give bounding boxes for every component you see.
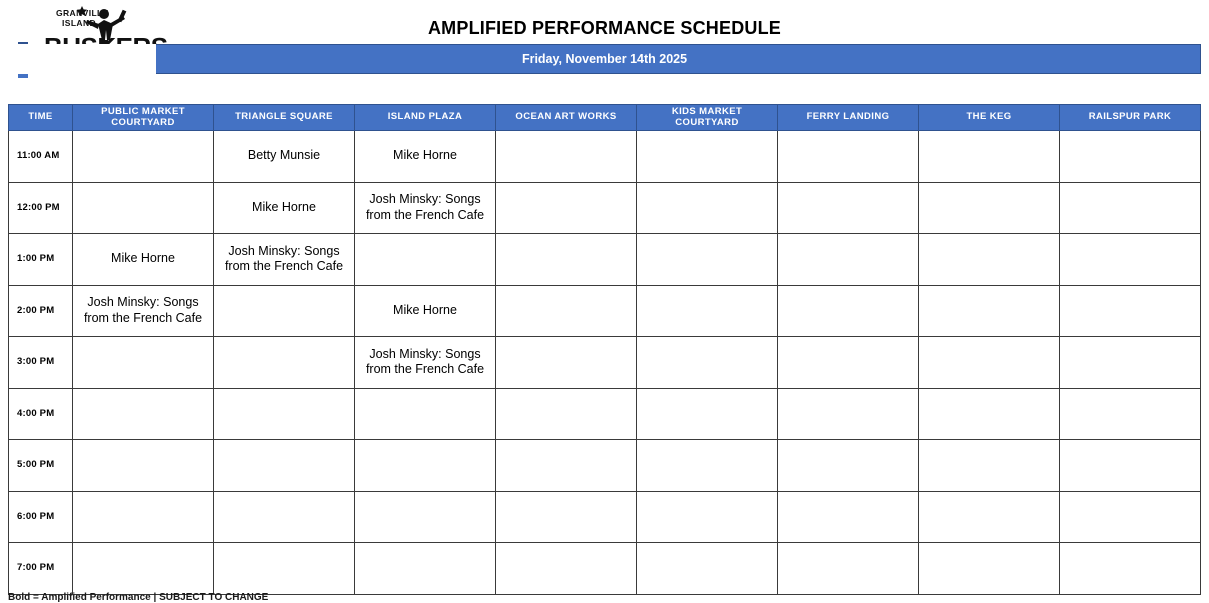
schedule-cell[interactable] <box>919 285 1060 337</box>
schedule-cell[interactable] <box>919 388 1060 440</box>
footnote: Bold = Amplified Performance | SUBJECT TO CHANGE <box>8 592 269 603</box>
schedule-table <box>8 104 1201 595</box>
time-label: 5:00 PM <box>9 440 73 492</box>
schedule-cell[interactable] <box>919 491 1060 543</box>
schedule-cell[interactable] <box>778 440 919 492</box>
schedule-cell[interactable] <box>496 543 637 595</box>
time-label: 6:00 PM <box>9 491 73 543</box>
schedule-cell[interactable] <box>778 388 919 440</box>
schedule-cell[interactable] <box>919 543 1060 595</box>
schedule-cell[interactable] <box>355 388 496 440</box>
schedule-cell[interactable] <box>496 337 637 389</box>
schedule-cell[interactable]: Mike Horne <box>355 285 496 337</box>
page-header <box>0 0 1209 96</box>
schedule-cell[interactable] <box>214 440 355 492</box>
table-header-row <box>9 105 1201 131</box>
schedule-cell[interactable] <box>73 131 214 183</box>
schedule-cell[interactable] <box>919 440 1060 492</box>
schedule-cell[interactable] <box>1060 337 1201 389</box>
schedule-cell[interactable] <box>73 491 214 543</box>
schedule-cell[interactable] <box>919 131 1060 183</box>
schedule-cell[interactable] <box>1060 440 1201 492</box>
schedule-table-container <box>8 104 1201 595</box>
schedule-cell[interactable]: Josh Minsky: Songs from the French Cafe <box>355 337 496 389</box>
schedule-cell[interactable] <box>1060 543 1201 595</box>
schedule-cell[interactable] <box>637 388 778 440</box>
schedule-cell[interactable] <box>919 182 1060 234</box>
time-label: 2:00 PM <box>9 285 73 337</box>
schedule-cell[interactable]: Mike Horne <box>355 131 496 183</box>
table-row <box>9 388 1201 440</box>
schedule-cell[interactable] <box>637 337 778 389</box>
schedule-cell[interactable] <box>778 182 919 234</box>
column-header-time: TIME <box>9 105 73 131</box>
table-row <box>9 234 1201 286</box>
schedule-cell[interactable] <box>778 285 919 337</box>
schedule-cell[interactable] <box>637 543 778 595</box>
schedule-cell[interactable] <box>355 543 496 595</box>
schedule-cell[interactable] <box>355 440 496 492</box>
schedule-cell[interactable] <box>496 388 637 440</box>
time-label: 1:00 PM <box>9 234 73 286</box>
schedule-cell[interactable] <box>355 491 496 543</box>
column-header-venue: TRIANGLE SQUARE <box>214 105 355 131</box>
schedule-cell[interactable] <box>778 337 919 389</box>
schedule-cell[interactable] <box>637 285 778 337</box>
table-row <box>9 337 1201 389</box>
schedule-cell[interactable] <box>73 543 214 595</box>
time-label: 4:00 PM <box>9 388 73 440</box>
schedule-cell[interactable]: Josh Minsky: Songs from the French Cafe <box>355 182 496 234</box>
page-title: AMPLIFIED PERFORMANCE SCHEDULE <box>427 18 781 38</box>
schedule-cell[interactable] <box>919 234 1060 286</box>
column-header-venue: FERRY LANDING <box>778 105 919 131</box>
table-row <box>9 285 1201 337</box>
schedule-cell[interactable] <box>73 440 214 492</box>
schedule-cell[interactable] <box>1060 131 1201 183</box>
schedule-cell[interactable] <box>496 234 637 286</box>
schedule-cell[interactable]: Josh Minsky: Songs from the French Cafe <box>214 234 355 286</box>
time-label: 3:00 PM <box>9 337 73 389</box>
column-header-venue: ISLAND PLAZA <box>355 105 496 131</box>
schedule-cell[interactable] <box>1060 491 1201 543</box>
schedule-cell[interactable] <box>637 131 778 183</box>
svg-text:GRANVILLE: GRANVILLE <box>56 8 109 18</box>
schedule-cell[interactable] <box>1060 182 1201 234</box>
schedule-cell[interactable] <box>355 234 496 286</box>
column-header-venue: PUBLIC MARKET COURTYARD <box>73 105 214 131</box>
date-banner <box>8 44 1201 74</box>
schedule-cell[interactable] <box>214 337 355 389</box>
schedule-cell[interactable] <box>496 285 637 337</box>
time-label: 12:00 PM <box>9 182 73 234</box>
time-label: 7:00 PM <box>9 543 73 595</box>
table-row <box>9 182 1201 234</box>
time-label: 11:00 AM <box>9 131 73 183</box>
column-header-venue: THE KEG <box>919 105 1060 131</box>
schedule-cell[interactable] <box>637 182 778 234</box>
table-row <box>9 543 1201 595</box>
schedule-cell[interactable] <box>778 491 919 543</box>
schedule-cell[interactable] <box>637 234 778 286</box>
schedule-cell[interactable] <box>214 388 355 440</box>
schedule-cell[interactable] <box>637 491 778 543</box>
table-row <box>9 491 1201 543</box>
schedule-cell[interactable] <box>1060 285 1201 337</box>
schedule-cell[interactable]: Betty Munsie <box>214 131 355 183</box>
schedule-cell[interactable] <box>496 440 637 492</box>
schedule-cell[interactable] <box>73 337 214 389</box>
schedule-cell[interactable] <box>214 285 355 337</box>
schedule-cell[interactable] <box>919 337 1060 389</box>
schedule-cell[interactable]: Josh Minsky: Songs from the French Cafe <box>73 285 214 337</box>
schedule-cell[interactable]: Mike Horne <box>214 182 355 234</box>
schedule-cell[interactable] <box>778 234 919 286</box>
schedule-cell[interactable] <box>637 440 778 492</box>
schedule-cell[interactable] <box>214 491 355 543</box>
schedule-cell[interactable] <box>496 131 637 183</box>
schedule-cell[interactable] <box>73 388 214 440</box>
column-header-venue: OCEAN ART WORKS <box>496 105 637 131</box>
schedule-cell[interactable] <box>1060 388 1201 440</box>
svg-text:ISLAND: ISLAND <box>62 18 97 28</box>
date-banner-logo-cutout <box>8 44 156 74</box>
schedule-cell[interactable] <box>496 491 637 543</box>
schedule-cell[interactable] <box>73 182 214 234</box>
schedule-cell[interactable] <box>496 182 637 234</box>
table-row <box>9 440 1201 492</box>
schedule-cell[interactable] <box>778 543 919 595</box>
schedule-cell[interactable]: Mike Horne <box>73 234 214 286</box>
table-row <box>9 131 1201 183</box>
schedule-cell[interactable] <box>1060 234 1201 286</box>
column-header-venue: KIDS MARKET COURTYARD <box>637 105 778 131</box>
column-header-venue: RAILSPUR PARK <box>1060 105 1201 131</box>
date-banner-label: Friday, November 14th 2025 <box>521 52 688 66</box>
schedule-cell[interactable] <box>214 543 355 595</box>
schedule-cell[interactable] <box>778 131 919 183</box>
